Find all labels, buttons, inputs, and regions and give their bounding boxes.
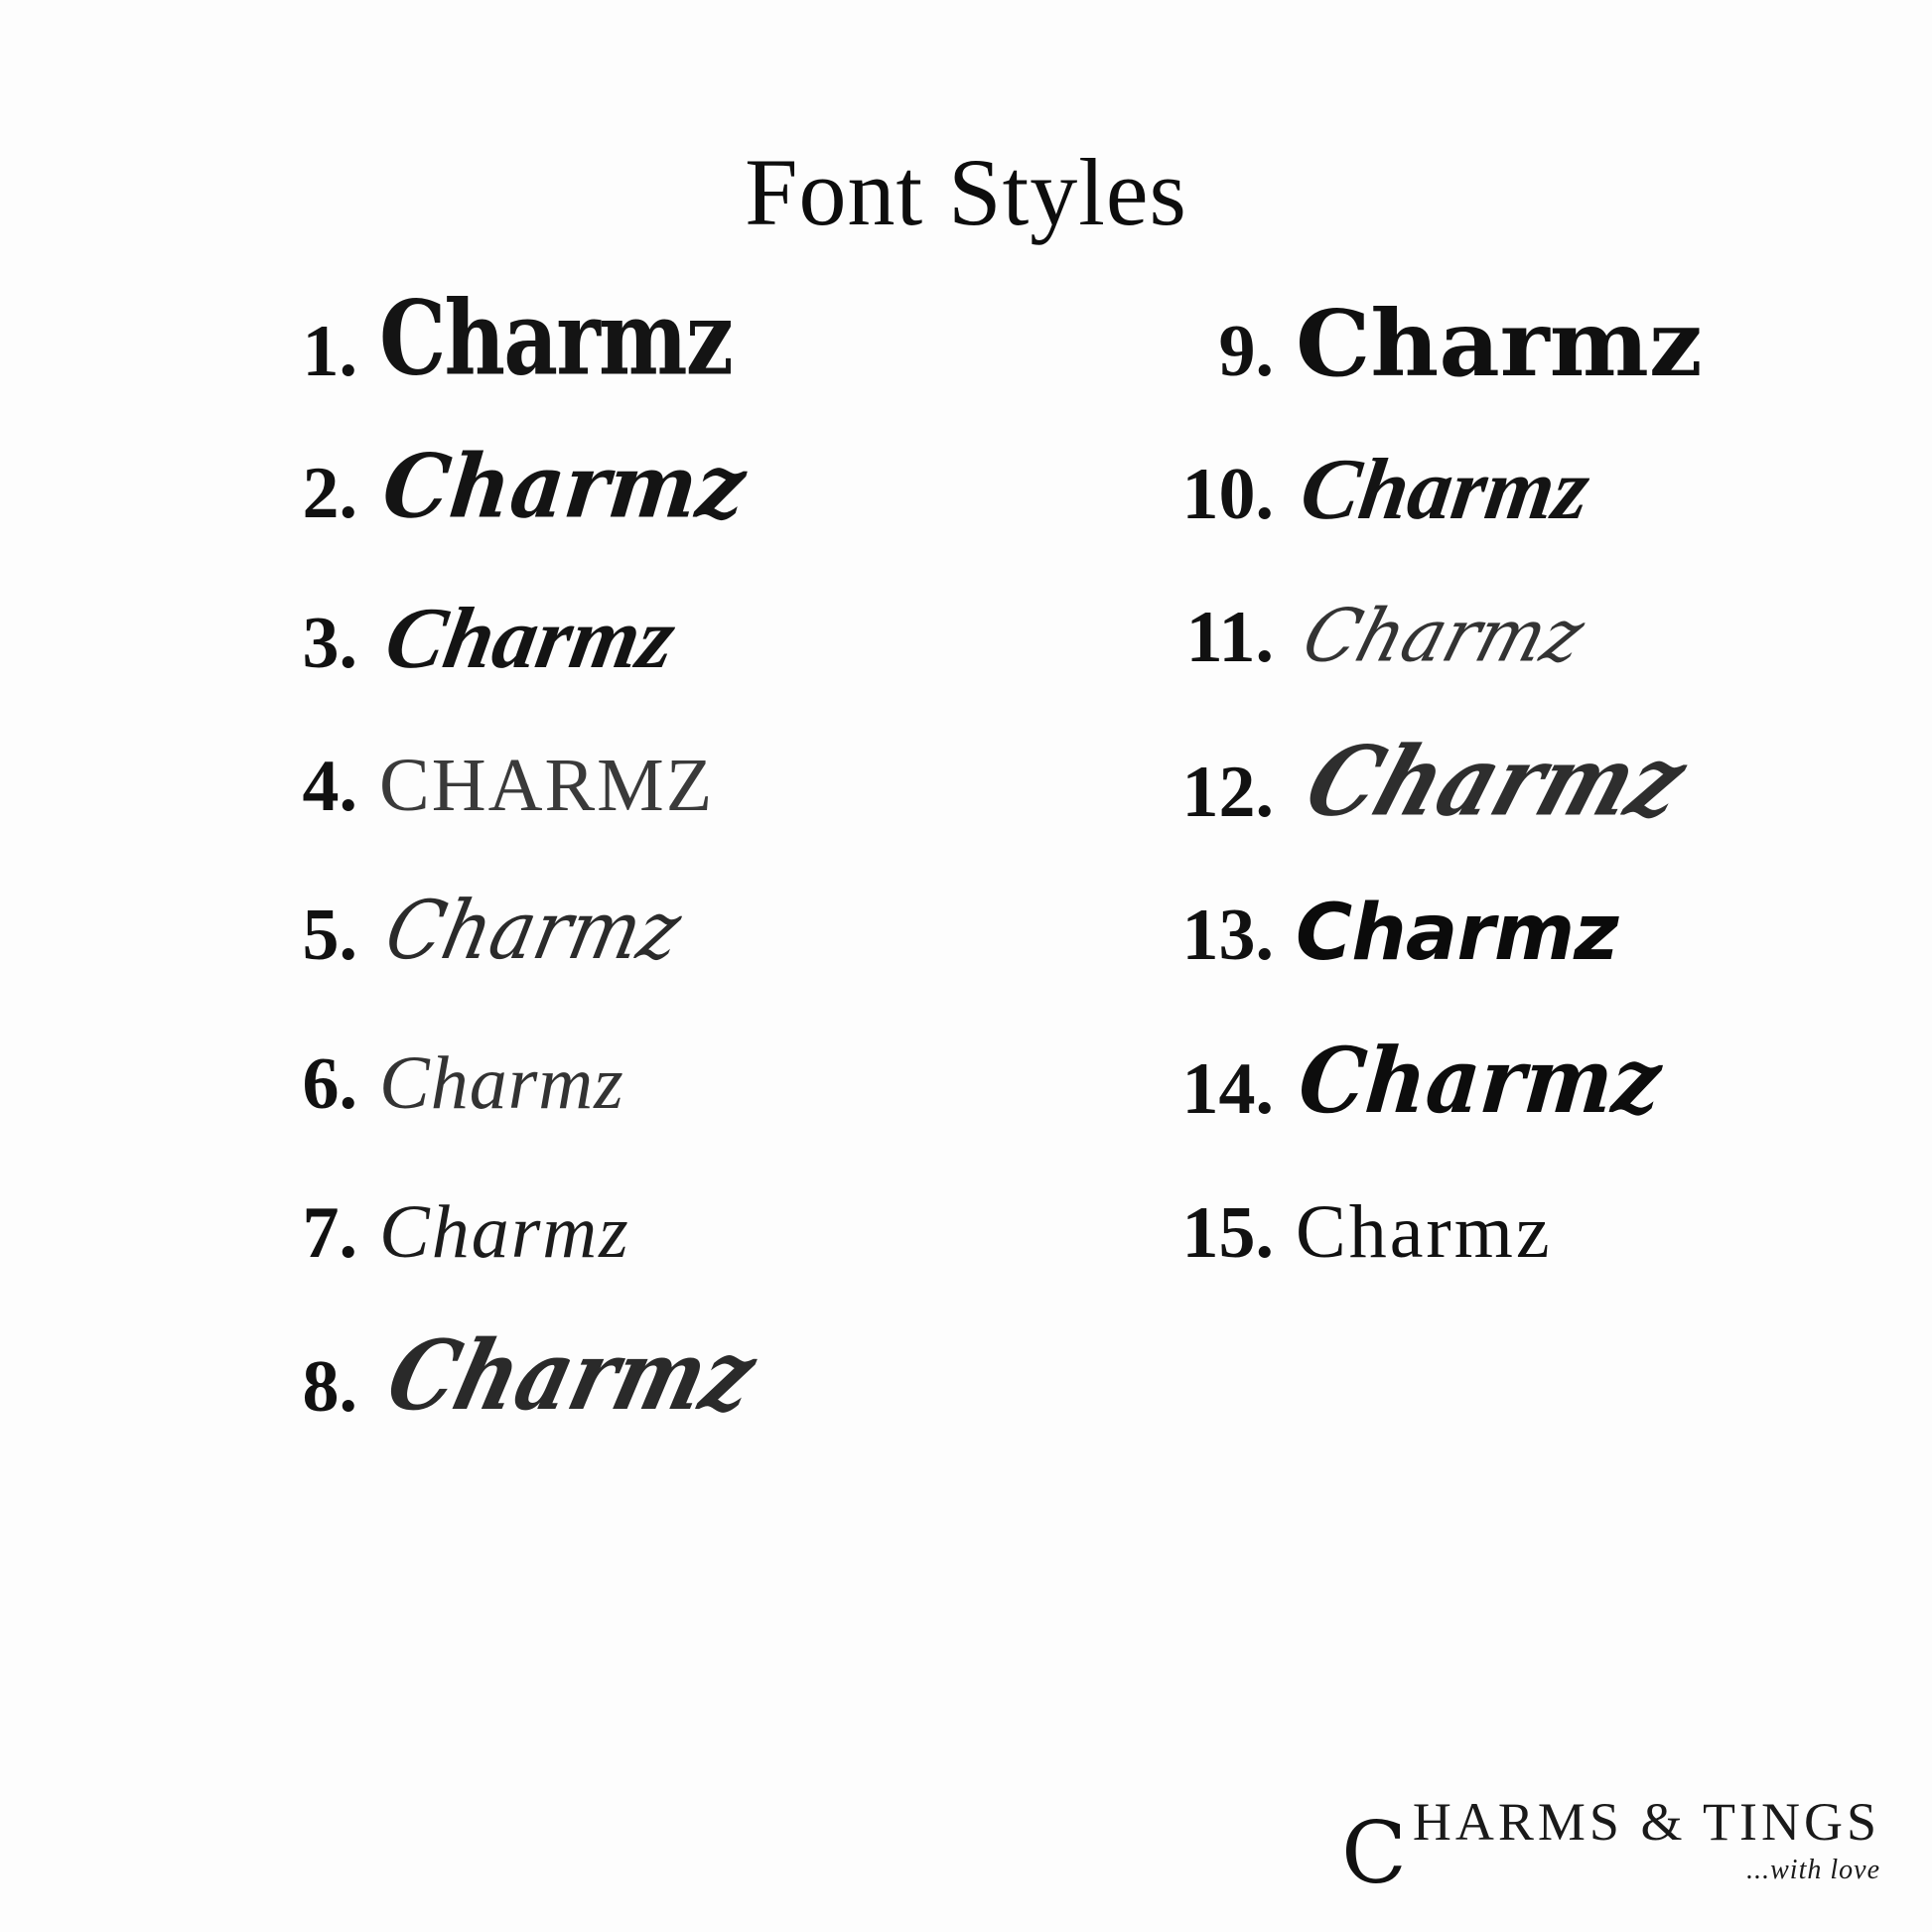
font-sample-number: 6. bbox=[302, 1043, 357, 1125]
font-sample-number: 3. bbox=[302, 603, 357, 684]
brand-logo bbox=[1341, 1792, 1880, 1903]
font-sample-number: 9. bbox=[1218, 311, 1274, 392]
font-sample-row[interactable] bbox=[1115, 442, 1932, 596]
font-sample-number: 2. bbox=[302, 453, 357, 534]
font-sample-text: Charmz bbox=[379, 1190, 630, 1274]
font-sample-number: 13. bbox=[1181, 895, 1274, 976]
font-sample-number: 12. bbox=[1181, 752, 1274, 833]
font-sample-text: Charmz bbox=[1295, 442, 1595, 538]
font-sample-text: Charmz bbox=[379, 1041, 624, 1125]
font-sample-row[interactable] bbox=[228, 1042, 1045, 1191]
font-sample-text: Charmz bbox=[1296, 290, 1703, 397]
font-sample-column-left bbox=[0, 278, 1045, 1489]
font-sample-text: Charmz bbox=[377, 884, 689, 978]
font-sample-text: Charmz bbox=[379, 278, 732, 398]
font-sample-text: Charmz bbox=[1295, 1027, 1665, 1134]
font-sample-number: 15. bbox=[1181, 1192, 1274, 1274]
logo-monogram-icon: C bbox=[1341, 1803, 1407, 1903]
font-sample-row[interactable] bbox=[1115, 593, 1932, 745]
font-sample-row[interactable] bbox=[228, 1318, 1045, 1489]
font-sample-number: 14. bbox=[1181, 1048, 1274, 1130]
font-sample-number: 7. bbox=[302, 1192, 357, 1274]
font-sample-text: Charmz bbox=[1296, 889, 1618, 978]
font-sample-number: 5. bbox=[302, 895, 357, 976]
font-sample-row[interactable] bbox=[228, 278, 1045, 447]
font-sample-row[interactable] bbox=[1115, 1191, 1932, 1340]
page-title: Font Styles bbox=[745, 139, 1187, 245]
font-sample-row[interactable] bbox=[228, 591, 1045, 745]
font-sample-row[interactable] bbox=[1115, 889, 1932, 1042]
font-sample-number: 4. bbox=[302, 746, 357, 827]
font-sample-number: 11. bbox=[1185, 597, 1274, 678]
font-sample-text: CHARMZ bbox=[379, 744, 715, 827]
font-sample-row[interactable] bbox=[1115, 725, 1932, 894]
font-sample-number: 8. bbox=[302, 1346, 357, 1428]
font-sample-number: 1. bbox=[302, 311, 357, 392]
font-sample-row[interactable] bbox=[1115, 1027, 1932, 1191]
font-sample-row[interactable] bbox=[1115, 290, 1932, 447]
font-sample-columns bbox=[0, 278, 1932, 1489]
font-sample-column-right bbox=[1045, 290, 1932, 1489]
font-sample-number: 10. bbox=[1181, 454, 1274, 535]
font-sample-text: Charmz bbox=[1293, 725, 1700, 838]
font-sample-row[interactable] bbox=[228, 434, 1045, 596]
brand-name: HARMS & TINGS bbox=[1412, 1792, 1880, 1852]
font-sample-text: Charmz bbox=[378, 591, 682, 687]
font-sample-text: Charmz bbox=[376, 1318, 766, 1433]
font-sample-text: Charmz bbox=[1296, 1190, 1553, 1274]
font-sample-row[interactable] bbox=[228, 745, 1045, 894]
logo-text-block bbox=[1412, 1792, 1880, 1886]
font-sample-row[interactable] bbox=[228, 884, 1045, 1042]
brand-tagline: ...with love bbox=[1746, 1855, 1880, 1885]
font-sample-text: Charmz bbox=[1294, 593, 1593, 679]
font-sample-text: Charmz bbox=[378, 434, 751, 538]
